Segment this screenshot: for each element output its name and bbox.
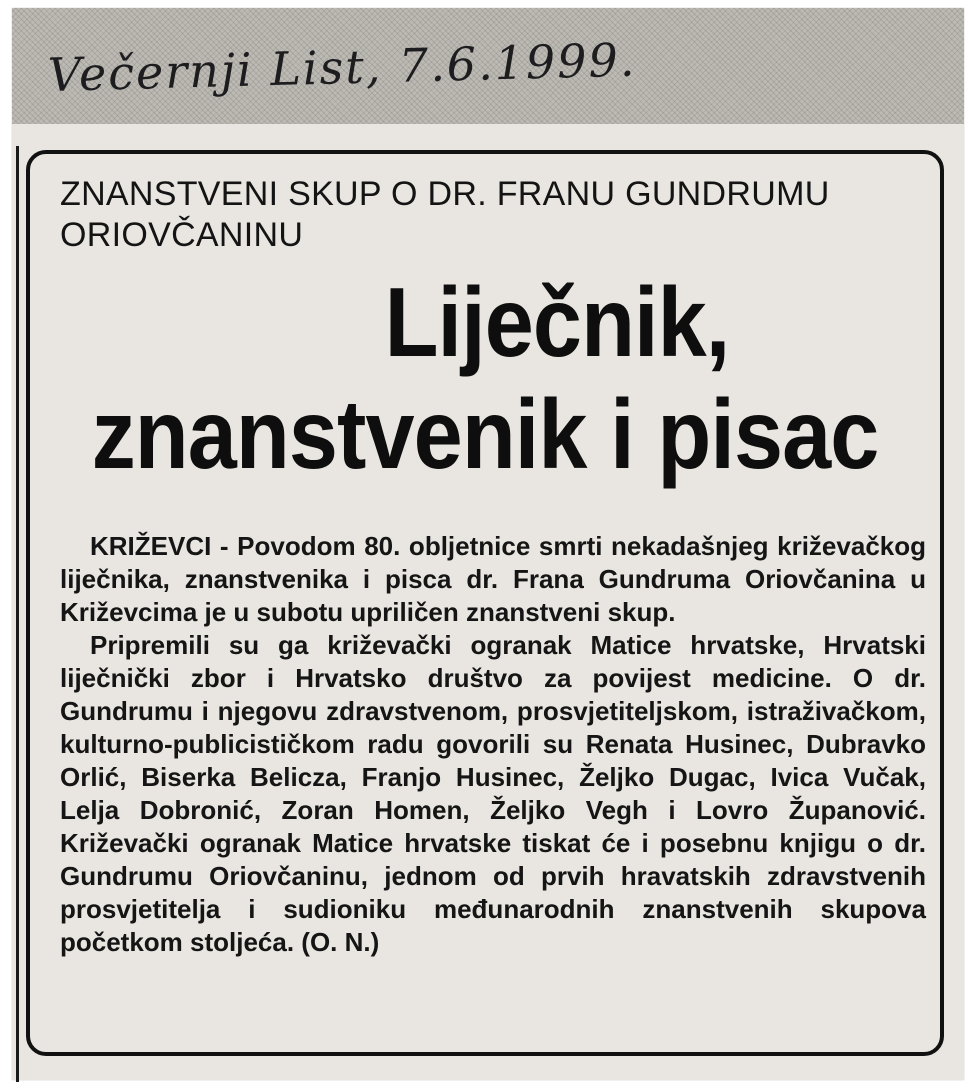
headline-line-2: znanstvenik i pisac <box>91 379 879 489</box>
left-rule <box>16 146 19 1082</box>
article-kicker: ZNANSTVENI SKUP O DR. FRANU GUNDRUMU ORIOVČANINU <box>60 175 830 254</box>
header-strip <box>12 8 964 124</box>
article-paragraph: Pripremili su ga križevački ogranak Matice hrvatske, Hrvatski liječnički zbor i Hrvatsko društvo za povijest medicine. O dr. Gundrumu i njegovu zdravstvenom, prosvjetiteljskom, istraživačkom, kulturno-publicističkom radu govorili su Renata Husinec, Dubravko Orlić, Biserka Belicza, Franjo Husinec, Željko Dugac, Ivica Vučak, Lelja Dobronić, Zoran Homen, Željko Vegh i Lovro Županović. Križevački ogranak Matice hrvatske tiskat će i posebnu knjigu o dr. Gundrumu Oriovčaninu, jednom od prvih hravatskih zdravstvenih prosvjetitelja i sudioniku međunarodnih znanstvenih skupova početkom stoljeća. (O. N.) <box>60 630 926 957</box>
article-paragraph: KRIŽEVCI - Povodom 80. obljetnice smrti nekadašnjeg križevačkog liječnika, znanstvenika i pisca dr. Frana Gundruma Oriovčanina u Križevcima je u subotu upriličen znanstveni skup. <box>60 531 926 627</box>
newspaper-clipping <box>12 8 964 1080</box>
headline-line-1: Liječnik, <box>384 267 730 377</box>
article-headline <box>76 264 895 488</box>
handwritten-source-note: Večernji List, 7.6.1999. <box>47 32 637 102</box>
article-body <box>60 530 926 959</box>
article-frame <box>26 150 944 1056</box>
